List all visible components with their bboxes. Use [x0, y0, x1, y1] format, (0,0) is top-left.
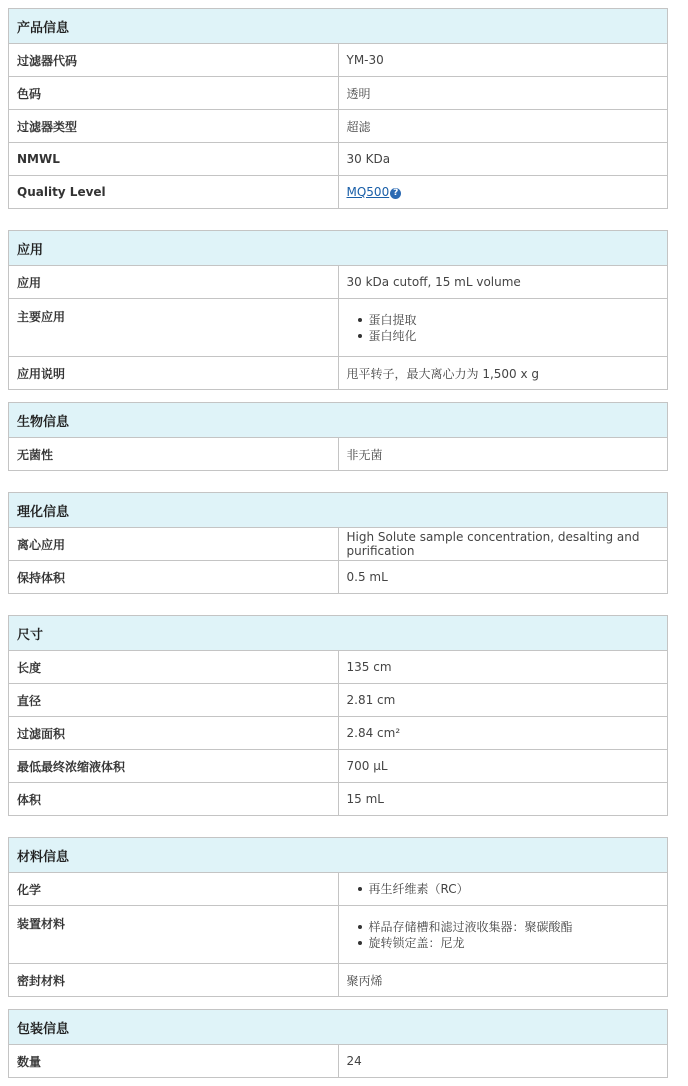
row-label: 过滤器代码	[9, 44, 339, 77]
info-table	[8, 402, 668, 471]
row-label: 数量	[9, 1045, 339, 1078]
row-value	[338, 176, 668, 209]
section-title: 产品信息	[9, 9, 668, 44]
table-row	[9, 561, 668, 594]
row-value: 0.5 mL	[338, 561, 668, 594]
row-label: 过滤面积	[9, 717, 339, 750]
table-row	[9, 964, 668, 997]
list-item: 蛋白提取	[358, 312, 668, 328]
info-table	[8, 492, 668, 594]
row-value: YM-30	[338, 44, 668, 77]
row-value: 2.81 cm	[338, 684, 668, 717]
row-label: NMWL	[9, 143, 339, 176]
section-title: 材料信息	[9, 838, 668, 873]
table-row	[9, 143, 668, 176]
section-biological-info	[8, 402, 668, 471]
row-label: 密封材料	[9, 964, 339, 997]
row-label: 无菌性	[9, 438, 339, 471]
info-table	[8, 1009, 668, 1078]
section-title: 尺寸	[9, 616, 668, 651]
info-table	[8, 615, 668, 816]
info-table	[8, 837, 668, 997]
table-row	[9, 873, 668, 906]
table-row	[9, 528, 668, 561]
row-value: 700 µL	[338, 750, 668, 783]
info-table	[8, 230, 668, 390]
bullet-list	[347, 881, 668, 897]
table-row	[9, 438, 668, 471]
table-row	[9, 357, 668, 390]
row-value: 甩平转子，最大离心力为 1,500 x g	[338, 357, 668, 390]
row-value: 2.84 cm²	[338, 717, 668, 750]
section-dimensions	[8, 615, 668, 816]
row-value: 聚丙烯	[338, 964, 668, 997]
section-product-info	[8, 8, 668, 209]
list-item: 旋转锁定盖：尼龙	[358, 935, 668, 951]
row-label: 过滤器类型	[9, 110, 339, 143]
row-value: 非无菌	[338, 438, 668, 471]
quality-level-link[interactable]: MQ500	[346, 185, 390, 199]
section-title: 包装信息	[9, 1010, 668, 1045]
row-label: 应用说明	[9, 357, 339, 390]
row-label: 色码	[9, 77, 339, 110]
list-item: 蛋白纯化	[358, 328, 668, 344]
row-value: 超滤	[338, 110, 668, 143]
table-row	[9, 77, 668, 110]
row-label: 保持体积	[9, 561, 339, 594]
row-value: 24	[338, 1045, 668, 1078]
table-row	[9, 717, 668, 750]
section-packaging-info	[8, 1009, 668, 1078]
section-title: 应用	[9, 231, 668, 266]
row-label: 直径	[9, 684, 339, 717]
table-row	[9, 266, 668, 299]
table-row	[9, 299, 668, 357]
row-label: 离心应用	[9, 528, 339, 561]
table-row	[9, 110, 668, 143]
row-label: 最低最终浓缩液体积	[9, 750, 339, 783]
row-value	[338, 906, 668, 964]
bullet-list	[347, 919, 668, 951]
row-label: Quality Level	[9, 176, 339, 209]
help-icon[interactable]: ?	[390, 188, 401, 199]
table-row	[9, 783, 668, 816]
row-label: 化学	[9, 873, 339, 906]
table-row	[9, 176, 668, 209]
row-value: 30 KDa	[338, 143, 668, 176]
table-row	[9, 906, 668, 964]
table-row	[9, 1045, 668, 1078]
row-value: 30 kDa cutoff, 15 mL volume	[338, 266, 668, 299]
table-row	[9, 684, 668, 717]
list-item: 样品存储槽和滤过液收集器：聚碳酸酯	[358, 919, 668, 935]
row-label: 长度	[9, 651, 339, 684]
row-label: 体积	[9, 783, 339, 816]
section-material-info	[8, 837, 668, 997]
row-value	[338, 299, 668, 357]
list-item: 再生纤维素（RC）	[358, 881, 668, 897]
info-table	[8, 8, 668, 209]
table-row	[9, 750, 668, 783]
row-value: 15 mL	[338, 783, 668, 816]
table-row	[9, 44, 668, 77]
section-physicochemical-info	[8, 492, 668, 594]
section-application	[8, 230, 668, 390]
section-title: 理化信息	[9, 493, 668, 528]
row-value: High Solute sample concentration, desalting and purification	[338, 528, 668, 561]
bullet-list	[347, 312, 668, 344]
row-value	[338, 873, 668, 906]
row-value: 135 cm	[338, 651, 668, 684]
section-title: 生物信息	[9, 403, 668, 438]
row-label: 主要应用	[9, 299, 339, 357]
row-label: 应用	[9, 266, 339, 299]
row-label: 装置材料	[9, 906, 339, 964]
table-row	[9, 651, 668, 684]
row-value: 透明	[338, 77, 668, 110]
